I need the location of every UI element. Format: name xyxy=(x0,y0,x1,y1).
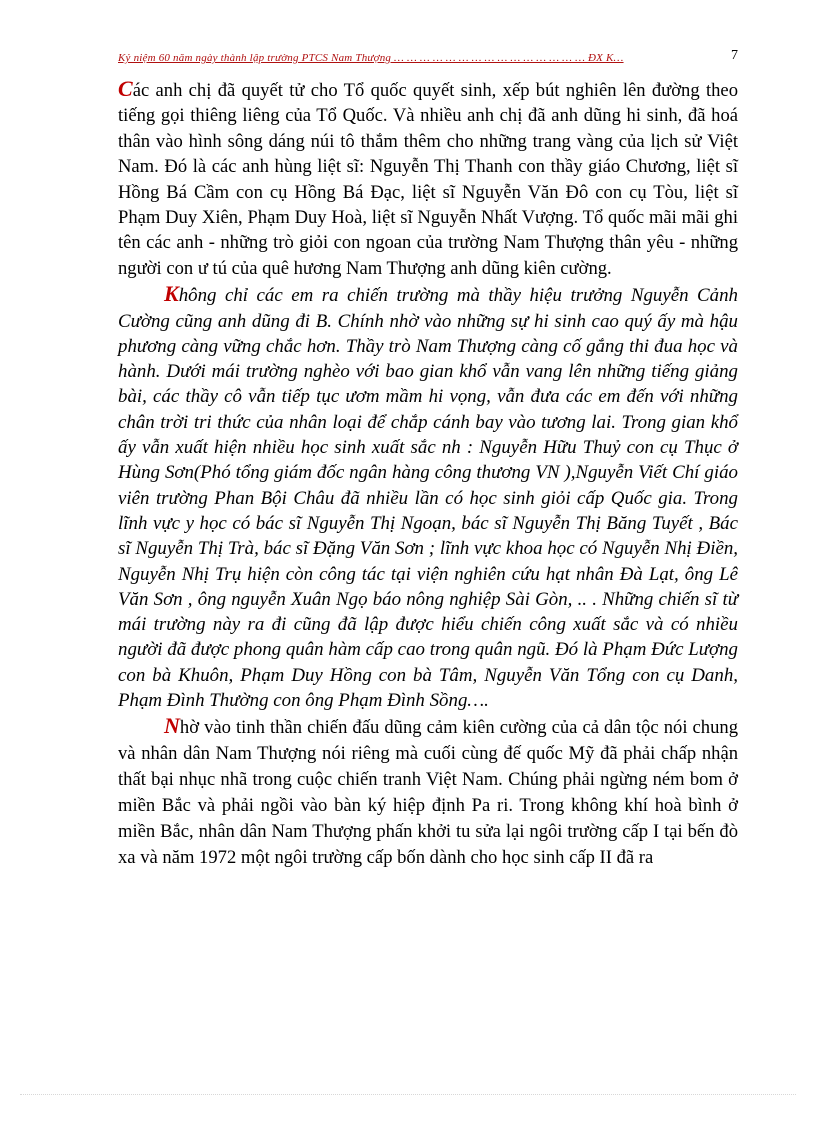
page-number: 7 xyxy=(731,48,738,63)
page-header xyxy=(118,48,738,68)
running-title: Kỷ niệm 60 năm ngày thành lập trường PTCS Nam Thượng … … … … … … … … … … … … … … … ĐX K… xyxy=(118,52,624,64)
paragraph-3 xyxy=(118,713,738,871)
paragraph-1-text: ác anh chị đã quyết tử cho Tổ quốc quyết sinh, xếp bút nghiên lên đường theo tiếng gọi thiêng liêng của Tổ Quốc. Và nhiều anh chị đã anh dũng hi sinh, đã hoá thân vào hình sông dáng núi tô thắm thêm cho những trang vàng của lịch sử Việt Nam. Đó là các anh hùng liệt sĩ: Nguyễn Thị Thanh con thầy giáo Chương, liệt sĩ Hồng Bá Cầm con cụ Hồng Bá Đạc, liệt sĩ Nguyễn Văn Đô con cụ Tòu, liệt sĩ Phạm Duy Xiên, Phạm Duy Hoà, liệt sĩ Nguyễn Nhất Vượng. Tổ quốc mãi mãi ghi tên các anh - những trò giỏi con ngoan của trường Nam Thượng thân yêu - những người con ư tú của quê hương Nam Thượng anh dũng kiên cường. xyxy=(118,80,738,279)
dropcap-3: N xyxy=(164,713,180,739)
dropcap-2: K xyxy=(164,281,179,307)
body-text xyxy=(118,76,738,871)
paragraph-2-text: hông chỉ các em ra chiến trường mà thầy hiệu trưởng Nguyễn Cảnh Cường cũng anh dũng đi B. Chính nhờ vào những sự hi sinh cao quý ấy mà hậu phương càng vững chắc hơn. Thầy trò Nam Thượng càng cố gắng thi đua học và hành. Dưới mái trường nghèo với bao gian khổ vẫn vang lên những tiếng giảng bài, các thầy cô vẫn tiếp tục ươm mầm hi vọng, vẫn đưa các em đến với những chân trời tri thức của nhân loại để chắp cánh bay vào tương lai. Trong gian khổ ấy vẫn xuất hiện nhiều học sinh xuất sắc nh : Nguyễn Hữu Thuỷ con cụ Thục ở Hùng Sơn(Phó tổng giám đốc ngân hàng công thương VN ),Nguyễn Viết Chí giáo viên trường Phan Bội Châu đã nhiều lần có học sinh giỏi cấp Quốc gia. Trong lĩnh vực y học có bác sĩ Nguyễn Thị Ngoạn, bác sĩ Nguyễn Thị Băng Tuyết , Bác sĩ Nguyễn Thị Trà, bác sĩ Đặng Văn Sơn ; lĩnh vực khoa học có Nguyễn Nhị Điền, Nguyễn Nhị Trụ hiện còn công tác tại viện nghiên cứu hạt nhân Đà Lạt, ông Lê Văn Sơn , ông nguyễn Xuân Ngọ báo nông nghiệp Sài Gòn, .. . Những chiến sĩ từ mái trường này ra đi cũng đã lập được hiểu chiến công xuất sắc và có nhiều người đã được phong quân hàm cấp cao trong quân ngũ. Đó là Phạm Đức Lượng con bà Khuôn, Phạm Duy Hồng con bà Tâm, Nguyễn Văn Tổng con cụ Danh, Phạm Đình Thường con ông Phạm Đình Sồng…. xyxy=(118,285,738,711)
paragraph-1 xyxy=(118,76,738,281)
dropcap-1: C xyxy=(118,76,133,101)
paragraph-2 xyxy=(118,281,738,713)
paragraph-3-text: hờ vào tinh thần chiến đấu dũng cảm kiên cường của cả dân tộc nói chung và nhân dân Nam Thượng nói riêng mà cuối cùng đế quốc Mỹ đã phải chấp nhận thất bại nhục nhã trong cuộc chiến tranh Việt Nam. Chúng phải ngừng ném bom ở miền Bắc và phải ngồi vào bàn ký hiệp định Pa ri. Trong không khí hoà bình ở miền Bắc, nhân dân Nam Thượng phấn khởi tu sửa lại ngôi trường cấp I tại bến đò xa và năm 1972 một ngôi trường cấp bốn dành cho học sinh cấp II đã ra xyxy=(118,717,738,869)
footer-divider xyxy=(20,1094,796,1095)
